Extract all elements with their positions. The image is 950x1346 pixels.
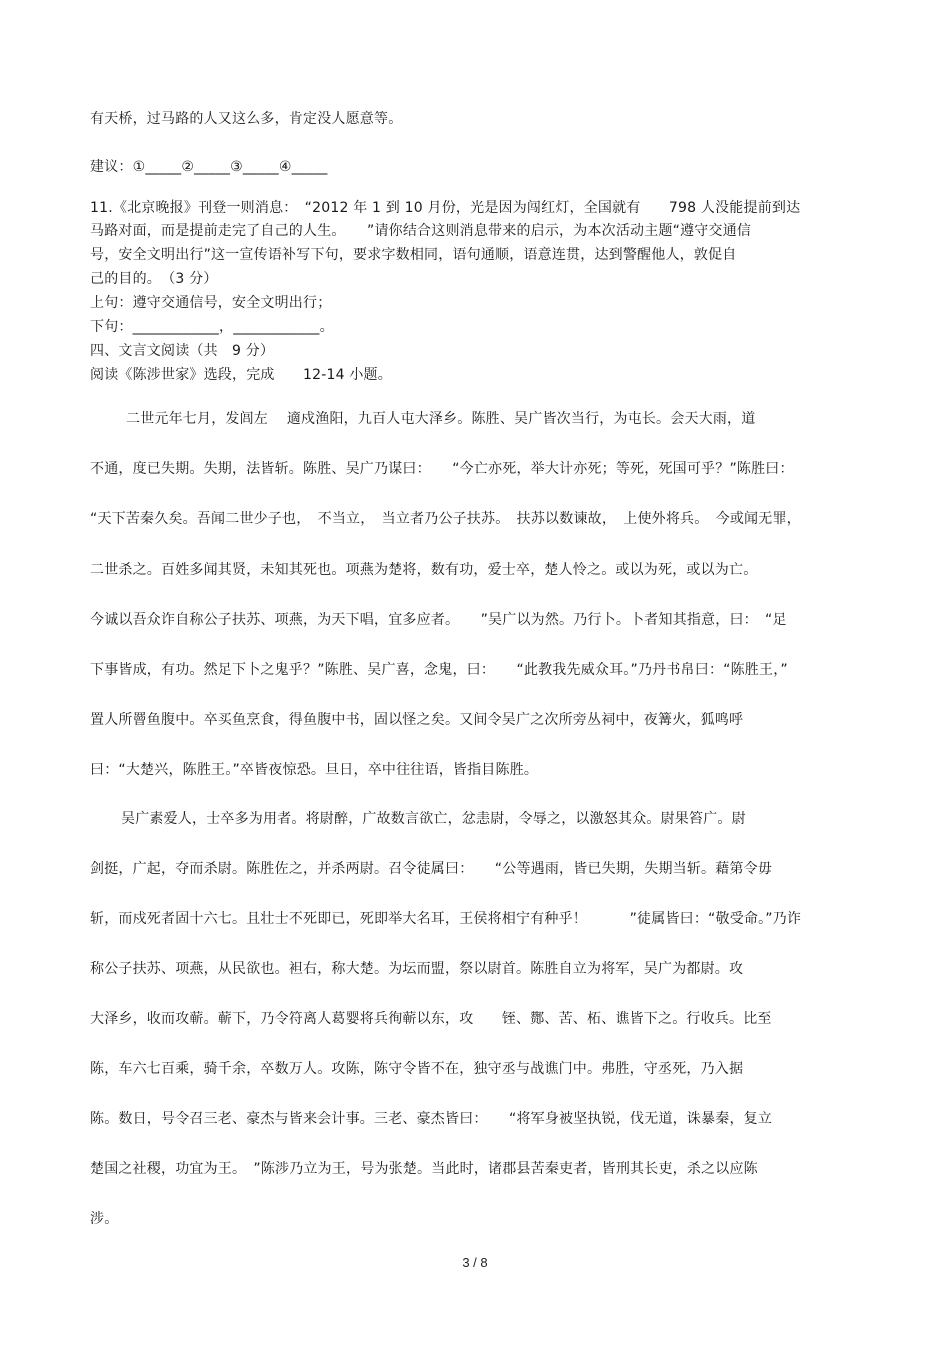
question-11-line: 己的目的。 （3 分） (90, 271, 218, 287)
passage-line: 大泽乡，收而攻蕲。蕲下，乃令符离人葛婴将兵徇蕲以东，攻 铚、酂、苦、柘、谯皆下之。行收兵。比至 (90, 1011, 772, 1027)
question-11-line: 11.《北京晚报》刊登一则消息： “2012 年 1 到 10 月份，光是因为闯红灯，全国就有 798 人没能提前到达 (90, 200, 801, 216)
passage-line: 置人所罾鱼腹中。卒买鱼烹食，得鱼腹中书，固以怪之矣。又间令吴广之次所旁丛祠中，夜篝火，狐鸣呼 (90, 712, 744, 728)
passage-line: 吴广素爱人，士卒多为用者。将尉醉，广故数言欲亡，忿恚尉，令辱之，以激怒其众。尉果笞广。尉 (121, 811, 746, 827)
passage-line: 陈。数日，号令召三老、豪杰与皆来会计事。三老、豪杰皆曰： “将军身被坚执锐，伐无道，诛暴秦，复立 (90, 1111, 773, 1127)
passage-line: 今诚以吾众诈自称公子扶苏、项燕，为天下唱，宜多应者。 ”吴广以为然。乃行卜。卜者知其指意，曰： “足 (90, 612, 787, 628)
question-11-line: 号，安全文明出行”这一宣传语补写下句，要求字数相同，语句通顺，语意连贯，达到警醒他人，敦促自 (90, 247, 737, 263)
section-heading: 四、文言文阅读（共 9 分） (90, 343, 275, 359)
passage-line: 陈，车六七百乘，骑千余，卒数万人。攻陈，陈守令皆不在，独守丞与战谯门中。弗胜，守丞死，乃入据 (90, 1061, 744, 1077)
passage-line: 涉。 (90, 1211, 119, 1227)
text-line: 有天桥，过马路的人又这么多，肯定没人愿意等。 (90, 111, 403, 127)
page-number: 3 / 8 (462, 1255, 488, 1270)
reading-instruction: 阅读《陈涉世家》选段，完成 12-14 小题。 (90, 367, 392, 383)
lower-sentence-blank-line: 下句：____________，____________。 (90, 319, 334, 335)
passage-line: 不通，度已失期。失期，法皆斩。陈胜、吴广乃谋曰： “今亡亦死，举大计亦死；等死，死国可乎？”陈胜曰： (90, 461, 794, 477)
upper-sentence-line: 上句：遵守交通信号，安全文明出行； (90, 295, 332, 311)
passage-line: 剑挺，广起，夺而杀尉。陈胜佐之，并杀两尉。召令徒属曰： “公等遇雨，皆已失期，失期当斩。藉第令毋 (90, 861, 773, 877)
question-11-line: 马路对面，而是提前走完了自己的人生。 ”请你结合这则消息带来的启示，为本次活动主题“遵守交通信 (90, 223, 752, 239)
passage-line: 斩，而戍死者固十六七。且壮士不死即已，死即举大名耳，王侯将相宁有种乎！ ”徒属皆曰：“敬受命。”乃诈 (90, 911, 802, 927)
passage-line: “天下苦秦久矣。吾闻二世少子也， 不当立， 当立者乃公子扶苏。 扶苏以数谏故， 上使外将兵。 今或闻无罪， (90, 511, 801, 527)
passage-line: 二世元年七月，发闾左 適戍渔阳，九百人屯大泽乡。陈胜、吴广皆次当行，为屯长。会天大雨，道 (126, 411, 756, 427)
passage-line: 楚国之社稷，功宜为王。 ”陈涉乃立为王，号为张楚。当此时，诸郡县苦秦吏者，皆刑其长吏，杀之以应陈 (90, 1161, 758, 1177)
passage-line: 下事皆成，有功。然足下卜之鬼乎？”陈胜、吴广喜，念鬼，曰： “此教我先威众耳。”乃丹书帛曰：“陈胜王，” (90, 662, 788, 678)
passage-line: 称公子扶苏、项燕，从民欲也。袒右，称大楚。为坛而盟，祭以尉首。陈胜自立为将军，吴广为都尉。攻 (90, 961, 744, 977)
passage-line: 二世杀之。百姓多闻其贤，未知其死也。项燕为楚将，数有功，爱士卒，楚人怜之。或以为死，或以为亡。 (90, 562, 758, 578)
suggestion-blanks-line: 建议：①_____②_____③_____④_____ (90, 159, 328, 175)
passage-line: 曰：“大楚兴，陈胜王。”卒皆夜惊恐。旦日，卒中往往语，皆指目陈胜。 (90, 762, 539, 778)
